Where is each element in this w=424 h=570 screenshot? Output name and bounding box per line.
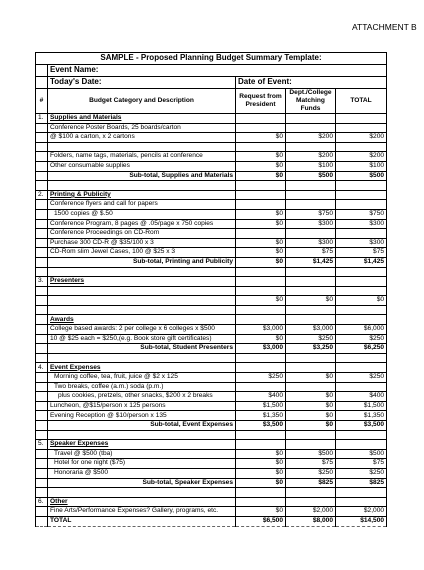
row-president — [236, 382, 286, 392]
row-number — [36, 325, 48, 335]
row-number — [36, 267, 48, 277]
table-row — [36, 161, 387, 171]
table-row — [36, 171, 387, 181]
row-description: 1500 copies @ $.50 — [48, 209, 236, 219]
row-president — [236, 315, 286, 325]
row-president: $400 — [236, 392, 286, 402]
table-row — [36, 411, 387, 421]
row-number — [36, 411, 48, 421]
row-description: Other consumable supplies — [48, 161, 236, 171]
row-number — [36, 459, 48, 469]
row-matching: $1,425 — [286, 257, 336, 267]
row-president — [236, 123, 286, 133]
row-matching: $250 — [286, 334, 336, 344]
row-matching: $250 — [286, 468, 336, 478]
row-description: TOTAL — [48, 516, 236, 526]
row-matching: $3,000 — [286, 325, 336, 335]
budget-table — [35, 52, 387, 527]
row-total: $750 — [336, 209, 387, 219]
row-number — [36, 123, 48, 133]
table-row — [36, 325, 387, 335]
table-row — [36, 286, 387, 296]
row-total: $300 — [336, 219, 387, 229]
row-total — [336, 497, 387, 507]
row-president: $0 — [236, 238, 286, 248]
row-description: Awards — [48, 315, 236, 325]
row-number: 4. — [36, 363, 48, 373]
row-description: Event Expenses — [48, 363, 236, 373]
row-president — [236, 286, 286, 296]
row-president: $0 — [236, 296, 286, 306]
row-matching: $100 — [286, 161, 336, 171]
row-number — [36, 401, 48, 411]
table-row — [36, 430, 387, 440]
row-president: $0 — [236, 152, 286, 162]
event-name-label: Event Name: — [48, 65, 387, 77]
row-number: 6. — [36, 497, 48, 507]
row-total: $75 — [336, 248, 387, 258]
row-number — [36, 238, 48, 248]
row-matching — [286, 267, 336, 277]
row-number — [36, 421, 48, 431]
row-total — [336, 181, 387, 191]
row-total: $6,000 — [336, 325, 387, 335]
table-row — [36, 334, 387, 344]
table-row — [36, 401, 387, 411]
header-total: TOTAL — [336, 89, 387, 114]
row-matching: $500 — [286, 449, 336, 459]
row-president: $0 — [236, 161, 286, 171]
row-description: Printing & Publicity — [48, 190, 236, 200]
row-president — [236, 267, 286, 277]
row-description: Purchase 300 CD-R @ $35/100 x 3 — [48, 238, 236, 248]
row-number — [36, 430, 48, 440]
row-description: Other — [48, 497, 236, 507]
table-row — [36, 209, 387, 219]
row-president: $0 — [236, 133, 286, 143]
row-president — [236, 363, 286, 373]
row-description — [48, 286, 236, 296]
row-total — [336, 305, 387, 315]
row-description: Speaker Expenses — [48, 440, 236, 450]
row-matching: $0 — [286, 296, 336, 306]
row-president: $0 — [236, 449, 286, 459]
row-number — [36, 229, 48, 239]
row-matching — [286, 363, 336, 373]
row-number — [36, 257, 48, 267]
row-number — [36, 248, 48, 258]
row-president: $0 — [236, 478, 286, 488]
row-description: @ $100 a carton, x 2 cartons — [48, 133, 236, 143]
table-row — [36, 382, 387, 392]
table-row — [36, 449, 387, 459]
table-row — [36, 229, 387, 239]
row-total — [336, 315, 387, 325]
row-president — [236, 488, 286, 498]
row-president — [236, 142, 286, 152]
row-president — [236, 430, 286, 440]
table-row — [36, 123, 387, 133]
header-num: # — [36, 89, 48, 114]
row-matching — [286, 353, 336, 363]
row-number — [36, 133, 48, 143]
row-total — [336, 123, 387, 133]
row-total — [336, 488, 387, 498]
row-description: Luncheon, @$15/person x 125 persons — [48, 401, 236, 411]
row-president: $3,000 — [236, 344, 286, 354]
row-description: Folders, name tags, materials, pencils at conference — [48, 152, 236, 162]
date-of-event-label: Date of Event: — [236, 77, 387, 89]
table-row — [36, 507, 387, 517]
row-description — [48, 296, 236, 306]
row-matching: $200 — [286, 152, 336, 162]
table-row — [36, 200, 387, 210]
row-number — [36, 507, 48, 517]
row-total: $300 — [336, 238, 387, 248]
table-row — [36, 459, 387, 469]
row-number: 2. — [36, 190, 48, 200]
row-description: Travel @ $500 (tba) — [48, 449, 236, 459]
row-president: $1,350 — [236, 411, 286, 421]
row-matching: $825 — [286, 478, 336, 488]
row-total — [336, 277, 387, 287]
row-matching — [286, 142, 336, 152]
row-total — [336, 430, 387, 440]
row-number — [36, 373, 48, 383]
row-number — [36, 171, 48, 181]
row-president: $0 — [236, 468, 286, 478]
table-row — [36, 488, 387, 498]
row-description: Conference Program, 8 pages @ .05/page x 750 copies — [48, 219, 236, 229]
row-description: Sub-total, Event Expenses — [48, 421, 236, 431]
row-total — [336, 142, 387, 152]
row-president — [236, 229, 286, 239]
row-number — [36, 334, 48, 344]
row-total — [336, 440, 387, 450]
table-row — [36, 248, 387, 258]
table-row — [36, 133, 387, 143]
row-number — [36, 296, 48, 306]
table-row — [36, 305, 387, 315]
row-description: Supplies and Materials — [48, 114, 236, 124]
row-number — [36, 353, 48, 363]
row-total: $1,350 — [336, 411, 387, 421]
column-headers — [36, 89, 387, 114]
row-total — [336, 363, 387, 373]
row-matching: $75 — [286, 459, 336, 469]
row-total: $250 — [336, 468, 387, 478]
row-president: $0 — [236, 219, 286, 229]
row-matching — [286, 315, 336, 325]
row-total: $6,250 — [336, 344, 387, 354]
row-president: $0 — [236, 334, 286, 344]
row-number — [36, 449, 48, 459]
header-category: Budget Category and Description — [48, 89, 236, 114]
row-number — [36, 344, 48, 354]
table-row — [36, 238, 387, 248]
row-number: 3. — [36, 277, 48, 287]
row-total: $2,000 — [336, 507, 387, 517]
row-matching — [286, 497, 336, 507]
table-row — [36, 363, 387, 373]
row-description — [48, 488, 236, 498]
row-number: 5. — [36, 440, 48, 450]
row-total — [336, 286, 387, 296]
row-matching: $500 — [286, 171, 336, 181]
row-description — [48, 305, 236, 315]
table-row — [36, 421, 387, 431]
row-description: Conference Poster Boards, 25 boards/carton — [48, 123, 236, 133]
row-total — [336, 229, 387, 239]
row-number: 1. — [36, 114, 48, 124]
row-number — [36, 161, 48, 171]
row-number — [36, 142, 48, 152]
table-row — [36, 190, 387, 200]
row-total: $400 — [336, 392, 387, 402]
row-president: $3,000 — [236, 325, 286, 335]
attachment-label: ATTACHMENT B — [352, 22, 417, 32]
row-number — [36, 152, 48, 162]
row-president — [236, 440, 286, 450]
row-total — [336, 190, 387, 200]
table-row — [36, 114, 387, 124]
row-matching: $300 — [286, 238, 336, 248]
row-matching — [286, 286, 336, 296]
row-president: $250 — [236, 373, 286, 383]
row-total: $500 — [336, 171, 387, 181]
row-description: Sub-total, Speaker Expenses — [48, 478, 236, 488]
table-row — [36, 392, 387, 402]
row-description: 10 @ $25 each = $250,(e.g. Book store gift certificates) — [48, 334, 236, 344]
row-description: Honoraria @ $500 — [48, 468, 236, 478]
row-president — [236, 190, 286, 200]
row-description: Conference Proceedings on CD-Rom — [48, 229, 236, 239]
row-matching: $2,000 — [286, 507, 336, 517]
row-number — [36, 219, 48, 229]
row-description: plus cookies, pretzels, other snacks, $200 x 2 breaks — [48, 392, 236, 402]
row-matching — [286, 181, 336, 191]
row-president: $0 — [236, 257, 286, 267]
row-president — [236, 114, 286, 124]
row-total: $500 — [336, 449, 387, 459]
row-total: $3,500 — [336, 421, 387, 431]
row-matching — [286, 488, 336, 498]
row-total: $75 — [336, 459, 387, 469]
row-president — [236, 353, 286, 363]
table-row — [36, 315, 387, 325]
table-row — [36, 497, 387, 507]
row-president: $0 — [236, 507, 286, 517]
row-president — [236, 305, 286, 315]
row-matching: $300 — [286, 219, 336, 229]
row-description — [48, 267, 236, 277]
table-row — [36, 353, 387, 363]
table-row — [36, 516, 387, 526]
table-row — [36, 468, 387, 478]
row-president — [236, 497, 286, 507]
row-total — [336, 382, 387, 392]
row-president: $3,500 — [236, 421, 286, 431]
row-matching — [286, 123, 336, 133]
row-total: $825 — [336, 478, 387, 488]
row-total: $0 — [336, 296, 387, 306]
row-description: Sub-total, Printing and Publicity — [48, 257, 236, 267]
todays-date-label: Today's Date: — [48, 77, 236, 89]
row-president: $0 — [236, 209, 286, 219]
row-president — [236, 181, 286, 191]
row-total: $100 — [336, 161, 387, 171]
row-matching — [286, 229, 336, 239]
row-number — [36, 478, 48, 488]
row-number — [36, 181, 48, 191]
table-row — [36, 257, 387, 267]
row-number — [36, 286, 48, 296]
row-number — [36, 392, 48, 402]
table-row — [36, 152, 387, 162]
row-description: Two breaks, coffee (a.m.) soda (p.m.) — [48, 382, 236, 392]
row-matching — [286, 430, 336, 440]
row-number — [36, 382, 48, 392]
table-row — [36, 181, 387, 191]
header-president: Request from President — [236, 89, 286, 114]
row-matching — [286, 114, 336, 124]
row-matching — [286, 277, 336, 287]
table-row — [36, 373, 387, 383]
row-matching: $75 — [286, 248, 336, 258]
row-description: Conference flyers and call for papers — [48, 200, 236, 210]
row-president: $0 — [236, 248, 286, 258]
row-description: CD-Rom slim Jewel Cases, 100 @ $25 x 3 — [48, 248, 236, 258]
row-matching: $3,250 — [286, 344, 336, 354]
row-president: $6,500 — [236, 516, 286, 526]
row-total: $250 — [336, 373, 387, 383]
row-number — [36, 315, 48, 325]
row-number — [36, 209, 48, 219]
row-president — [236, 200, 286, 210]
row-matching: $750 — [286, 209, 336, 219]
table-row — [36, 219, 387, 229]
row-matching — [286, 305, 336, 315]
row-matching: $8,000 — [286, 516, 336, 526]
row-description: College based awards: 2 per college x 6 colleges x $500 — [48, 325, 236, 335]
table-row — [36, 142, 387, 152]
row-matching: $0 — [286, 401, 336, 411]
row-description — [48, 430, 236, 440]
row-number — [36, 200, 48, 210]
row-matching: $0 — [286, 373, 336, 383]
row-description: Evening Reception @ $10/person x 135 — [48, 411, 236, 421]
row-total: $250 — [336, 334, 387, 344]
row-total — [336, 200, 387, 210]
row-total — [336, 353, 387, 363]
table-row — [36, 277, 387, 287]
row-matching: $0 — [286, 392, 336, 402]
row-total — [336, 267, 387, 277]
row-number — [36, 488, 48, 498]
row-total — [336, 114, 387, 124]
row-total: $1,425 — [336, 257, 387, 267]
row-number — [36, 516, 48, 526]
row-description: Hotel for one night ($75) — [48, 459, 236, 469]
row-description: Presenters — [48, 277, 236, 287]
row-president: $0 — [236, 171, 286, 181]
row-matching — [286, 382, 336, 392]
row-president — [236, 277, 286, 287]
row-description — [48, 353, 236, 363]
row-description — [48, 142, 236, 152]
row-total: $1,500 — [336, 401, 387, 411]
header-matching: Dept./College Matching Funds — [286, 89, 336, 114]
row-description: Sub-total, Student Presenters — [48, 344, 236, 354]
row-total: $14,500 — [336, 516, 387, 526]
row-matching: $200 — [286, 133, 336, 143]
row-matching: $0 — [286, 411, 336, 421]
row-matching: $0 — [286, 421, 336, 431]
row-matching — [286, 200, 336, 210]
row-president: $1,500 — [236, 401, 286, 411]
row-matching — [286, 440, 336, 450]
row-president: $0 — [236, 459, 286, 469]
table-row — [36, 267, 387, 277]
row-total: $200 — [336, 152, 387, 162]
row-description — [48, 181, 236, 191]
table-row — [36, 344, 387, 354]
row-number — [36, 305, 48, 315]
table-row — [36, 440, 387, 450]
row-description: Morning coffee, tea, fruit, juice @ $2 x 125 — [48, 373, 236, 383]
row-description: Fine Arts/Performance Expenses? Gallery, programs, etc. — [48, 507, 236, 517]
row-description: Sub-total, Supplies and Materials — [48, 171, 236, 181]
table-row — [36, 296, 387, 306]
row-number — [36, 468, 48, 478]
page-title: SAMPLE - Proposed Planning Budget Summary Template: — [36, 53, 387, 65]
row-matching — [286, 190, 336, 200]
row-total: $200 — [336, 133, 387, 143]
table-row — [36, 478, 387, 488]
